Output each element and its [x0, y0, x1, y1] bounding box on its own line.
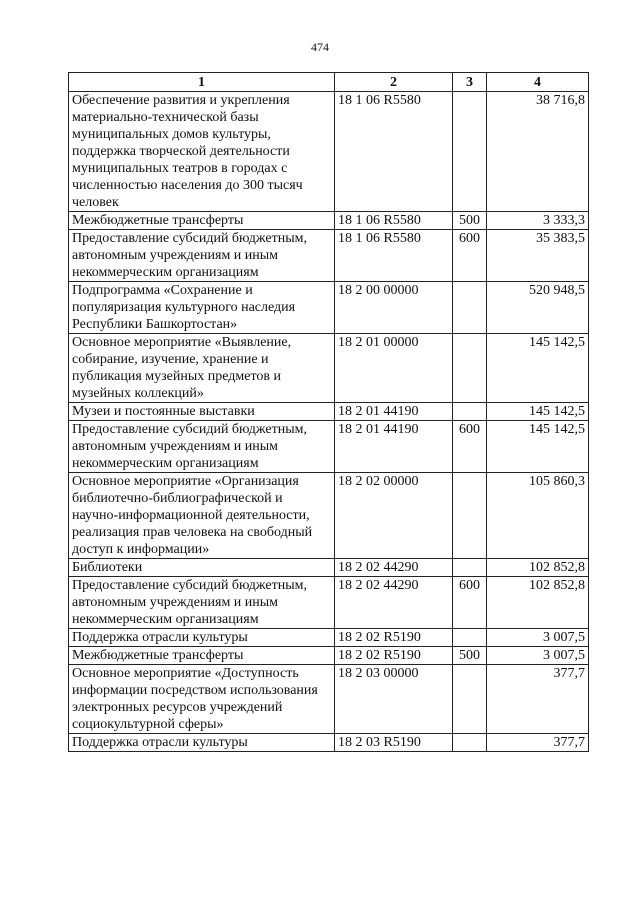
row-name-cell: Поддержка отрасли культуры	[69, 629, 335, 647]
table-header	[69, 73, 589, 92]
table-row	[69, 230, 589, 282]
table-row	[69, 629, 589, 647]
table-row	[69, 577, 589, 629]
row-amount-cell: 377,7	[487, 665, 589, 734]
row-amount-cell: 38 716,8	[487, 92, 589, 212]
row-name-cell: Поддержка отрасли культуры	[69, 734, 335, 752]
row-name-cell: Обеспечение развития и укрепления материально-технической базы муниципальных домов культуры, поддержка творческой деятельности муниципальных театров в городах с численностью населения до 300 тысяч человек	[69, 92, 335, 212]
row-expense-type-cell	[453, 473, 487, 559]
row-amount-cell: 145 142,5	[487, 421, 589, 473]
row-name-cell: Предоставление субсидий бюджетным, автономным учреждениям и иным некоммерческим организациям	[69, 230, 335, 282]
row-code-cell: 18 2 01 44190	[335, 421, 453, 473]
row-amount-cell: 102 852,8	[487, 577, 589, 629]
header-col-1: 1	[69, 73, 335, 92]
row-name-cell: Подпрограмма «Сохранение и популяризация культурного наследия Республики Башкортостан»	[69, 282, 335, 334]
table-row	[69, 559, 589, 577]
row-code-cell: 18 2 00 00000	[335, 282, 453, 334]
row-amount-cell: 35 383,5	[487, 230, 589, 282]
row-code-cell: 18 2 02 44290	[335, 559, 453, 577]
row-expense-type-cell: 500	[453, 212, 487, 230]
table-row	[69, 334, 589, 403]
row-name-cell: Межбюджетные трансферты	[69, 212, 335, 230]
header-row	[69, 73, 589, 92]
row-amount-cell: 3 333,3	[487, 212, 589, 230]
row-amount-cell: 145 142,5	[487, 403, 589, 421]
row-name-cell: Основное мероприятие «Организация библиотечно-библиографической и научно-информационной деятельности, реализация прав человека на свободный доступ к информации»	[69, 473, 335, 559]
row-expense-type-cell	[453, 92, 487, 212]
row-code-cell: 18 2 02 44290	[335, 577, 453, 629]
row-code-cell: 18 2 03 R5190	[335, 734, 453, 752]
table-row	[69, 734, 589, 752]
row-expense-type-cell	[453, 665, 487, 734]
row-expense-type-cell	[453, 282, 487, 334]
table-row	[69, 403, 589, 421]
table-row	[69, 92, 589, 212]
row-expense-type-cell	[453, 734, 487, 752]
row-amount-cell: 377,7	[487, 734, 589, 752]
row-name-cell: Предоставление субсидий бюджетным, автономным учреждениям и иным некоммерческим организациям	[69, 577, 335, 629]
row-amount-cell: 3 007,5	[487, 647, 589, 665]
row-expense-type-cell: 600	[453, 577, 487, 629]
row-expense-type-cell	[453, 403, 487, 421]
row-name-cell: Межбюджетные трансферты	[69, 647, 335, 665]
table-row	[69, 647, 589, 665]
row-code-cell: 18 1 06 R5580	[335, 230, 453, 282]
row-name-cell: Основное мероприятие «Доступность информации посредством использования электронных ресурсов учреждений социокультурной сферы»	[69, 665, 335, 734]
row-code-cell: 18 2 01 44190	[335, 403, 453, 421]
row-amount-cell: 102 852,8	[487, 559, 589, 577]
page-number: 474	[311, 40, 329, 54]
row-expense-type-cell	[453, 559, 487, 577]
header-col-3: 3	[453, 73, 487, 92]
row-name-cell: Основное мероприятие «Выявление, собирание, изучение, хранение и публикация музейных предметов и музейных коллекций»	[69, 334, 335, 403]
table-row	[69, 212, 589, 230]
row-amount-cell: 520 948,5	[487, 282, 589, 334]
table-row	[69, 421, 589, 473]
row-expense-type-cell	[453, 334, 487, 403]
table-row	[69, 282, 589, 334]
table-body	[69, 92, 589, 752]
row-code-cell: 18 2 03 00000	[335, 665, 453, 734]
budget-table	[68, 72, 589, 752]
row-code-cell: 18 2 02 R5190	[335, 629, 453, 647]
row-expense-type-cell: 500	[453, 647, 487, 665]
table-row	[69, 473, 589, 559]
row-name-cell: Музеи и постоянные выставки	[69, 403, 335, 421]
header-col-4: 4	[487, 73, 589, 92]
row-code-cell: 18 2 02 R5190	[335, 647, 453, 665]
row-expense-type-cell	[453, 629, 487, 647]
row-code-cell: 18 1 06 R5580	[335, 212, 453, 230]
header-col-2: 2	[335, 73, 453, 92]
row-code-cell: 18 2 01 00000	[335, 334, 453, 403]
row-name-cell: Предоставление субсидий бюджетным, автономным учреждениям и иным некоммерческим организациям	[69, 421, 335, 473]
row-expense-type-cell: 600	[453, 421, 487, 473]
row-amount-cell: 145 142,5	[487, 334, 589, 403]
row-name-cell: Библиотеки	[69, 559, 335, 577]
row-amount-cell: 105 860,3	[487, 473, 589, 559]
row-amount-cell: 3 007,5	[487, 629, 589, 647]
table-row	[69, 665, 589, 734]
row-code-cell: 18 2 02 00000	[335, 473, 453, 559]
row-expense-type-cell: 600	[453, 230, 487, 282]
row-code-cell: 18 1 06 R5580	[335, 92, 453, 212]
